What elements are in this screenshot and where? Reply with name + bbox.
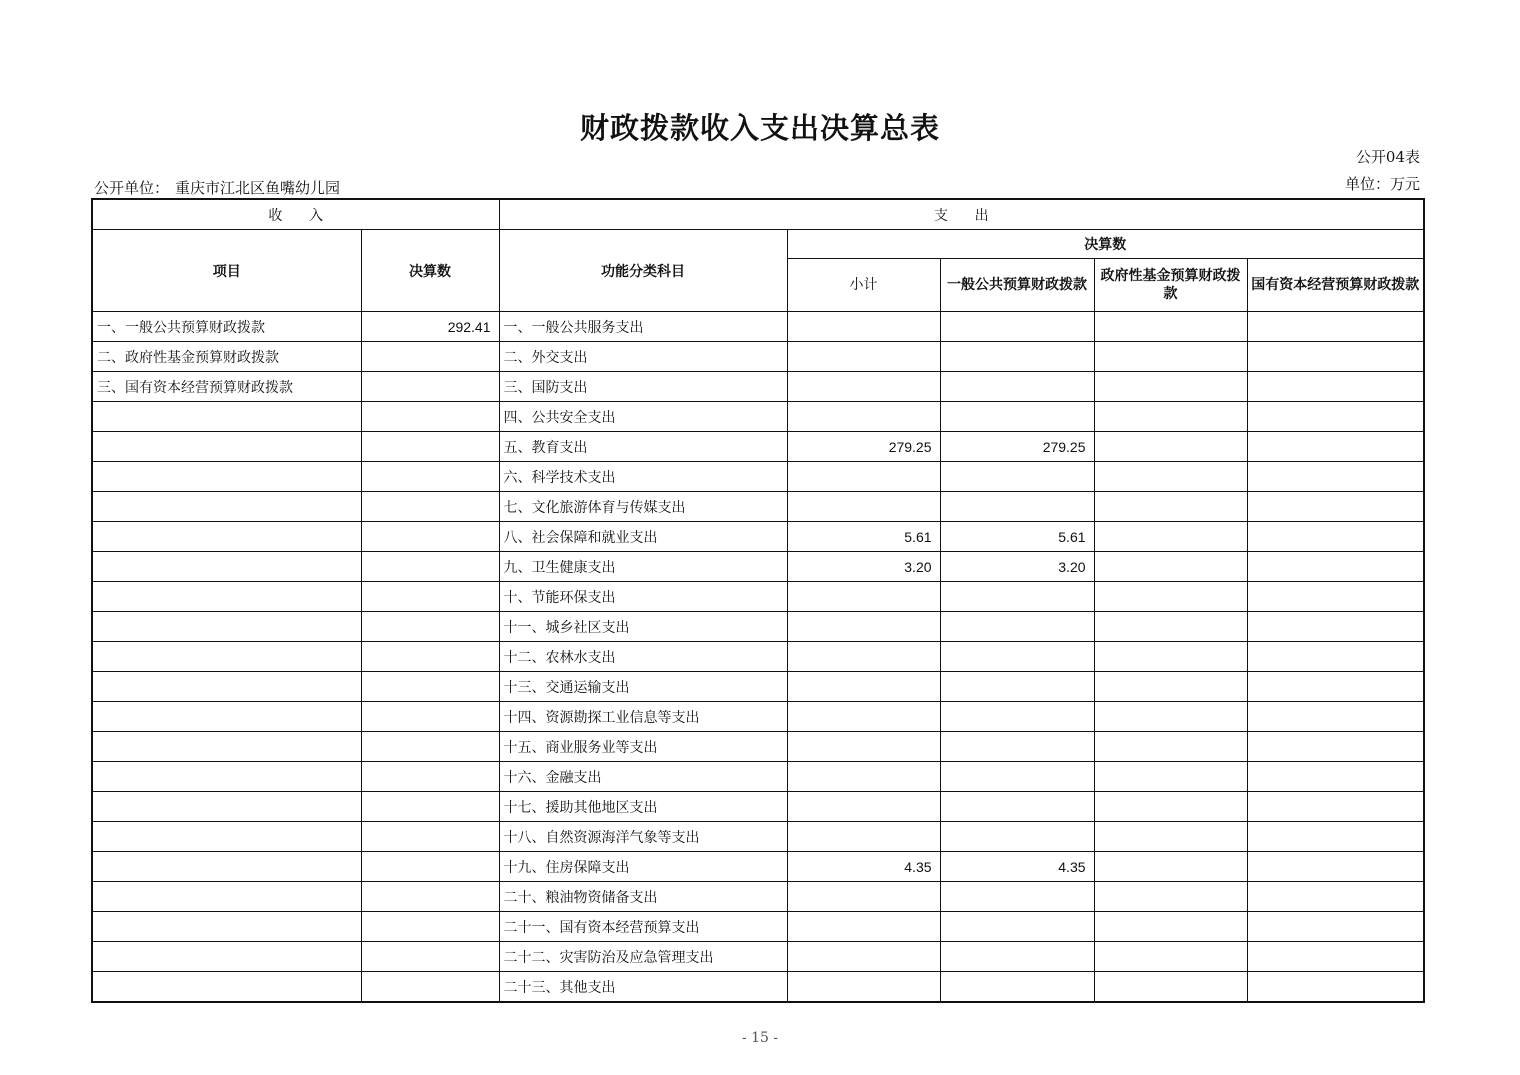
budget-table — [91, 198, 1425, 1003]
gov-fund-cell — [1094, 822, 1247, 852]
income-item-cell — [92, 462, 361, 492]
state-capital-cell — [1247, 912, 1424, 942]
income-item-cell — [92, 702, 361, 732]
general-budget-cell — [940, 942, 1094, 972]
state-capital-cell — [1247, 702, 1424, 732]
header-row-2 — [92, 230, 1424, 259]
income-item-cell — [92, 942, 361, 972]
general-budget-cell — [940, 732, 1094, 762]
gov-fund-cell — [1094, 372, 1247, 402]
expense-item-cell: 十七、援助其他地区支出 — [499, 792, 787, 822]
general-budget-cell — [940, 342, 1094, 372]
state-capital-cell — [1247, 942, 1424, 972]
expense-item-cell: 二十三、其他支出 — [499, 972, 787, 1003]
income-item-cell — [92, 972, 361, 1003]
income-amount-cell — [361, 342, 499, 372]
general-budget-cell — [940, 402, 1094, 432]
subtotal-cell — [787, 402, 940, 432]
subtotal-cell — [787, 762, 940, 792]
expense-header: 支 出 — [499, 199, 1424, 230]
subtotal-cell — [787, 582, 940, 612]
gov-fund-header: 政府性基金预算财政拨款 — [1094, 259, 1247, 312]
income-amount-cell — [361, 612, 499, 642]
income-item-cell: 二、政府性基金预算财政拨款 — [92, 342, 361, 372]
table-row — [92, 402, 1424, 432]
gov-fund-cell — [1094, 942, 1247, 972]
expense-item-cell: 十九、住房保障支出 — [499, 852, 787, 882]
income-item-cell — [92, 822, 361, 852]
organization-name: 重庆市江北区鱼嘴幼儿园 — [175, 179, 341, 197]
expense-item-cell: 十二、农林水支出 — [499, 642, 787, 672]
table-row — [92, 762, 1424, 792]
expense-item-cell: 十六、金融支出 — [499, 762, 787, 792]
table-row — [92, 882, 1424, 912]
expense-item-cell: 二十、粮油物资储备支出 — [499, 882, 787, 912]
gov-fund-cell — [1094, 552, 1247, 582]
subtotal-cell — [787, 672, 940, 702]
income-item-cell — [92, 432, 361, 462]
expense-item-cell: 十一、城乡社区支出 — [499, 612, 787, 642]
gov-fund-cell — [1094, 612, 1247, 642]
general-budget-header: 一般公共预算财政拨款 — [940, 259, 1094, 312]
state-capital-cell — [1247, 972, 1424, 1003]
state-capital-cell — [1247, 522, 1424, 552]
subtotal-cell — [787, 822, 940, 852]
income-item-cell — [92, 552, 361, 582]
state-capital-cell — [1247, 402, 1424, 432]
subtotal-cell — [787, 612, 940, 642]
income-item-cell — [92, 762, 361, 792]
gov-fund-cell — [1094, 702, 1247, 732]
general-budget-cell — [940, 672, 1094, 702]
general-budget-cell — [940, 702, 1094, 732]
gov-fund-cell — [1094, 402, 1247, 432]
gov-fund-cell — [1094, 342, 1247, 372]
general-budget-cell: 279.25 — [940, 432, 1094, 462]
organization-line — [94, 177, 340, 198]
income-amount-cell — [361, 492, 499, 522]
expense-item-cell: 十、节能环保支出 — [499, 582, 787, 612]
table-row — [92, 432, 1424, 462]
subtotal-cell — [787, 882, 940, 912]
gov-fund-cell — [1094, 762, 1247, 792]
income-amount-cell — [361, 672, 499, 702]
form-number: 公开04表 — [1355, 148, 1420, 166]
state-capital-cell — [1247, 852, 1424, 882]
gov-fund-cell — [1094, 642, 1247, 672]
state-capital-cell — [1247, 732, 1424, 762]
gov-fund-cell — [1094, 912, 1247, 942]
general-budget-cell — [940, 792, 1094, 822]
table-row — [92, 792, 1424, 822]
expense-item-cell: 四、公共安全支出 — [499, 402, 787, 432]
subtotal-cell — [787, 342, 940, 372]
expense-item-cell: 十四、资源勘探工业信息等支出 — [499, 702, 787, 732]
gov-fund-cell — [1094, 522, 1247, 552]
expense-item-cell: 一、一般公共服务支出 — [499, 312, 787, 342]
expense-item-cell: 二十二、灾害防治及应急管理支出 — [499, 942, 787, 972]
general-budget-cell — [940, 912, 1094, 942]
gov-fund-cell — [1094, 792, 1247, 822]
income-amount-cell — [361, 882, 499, 912]
subtotal-cell — [787, 912, 940, 942]
income-item-cell — [92, 852, 361, 882]
gov-fund-cell — [1094, 432, 1247, 462]
income-item-cell — [92, 792, 361, 822]
income-item-cell — [92, 492, 361, 522]
expense-item-cell: 九、卫生健康支出 — [499, 552, 787, 582]
subtotal-cell — [787, 792, 940, 822]
expense-item-cell: 五、教育支出 — [499, 432, 787, 462]
subtotal-cell — [787, 732, 940, 762]
state-capital-cell — [1247, 792, 1424, 822]
organization-label: 公开单位： — [94, 179, 170, 197]
income-item-cell: 一、一般公共预算财政拨款 — [92, 312, 361, 342]
income-amount-cell — [361, 972, 499, 1003]
table-row — [92, 492, 1424, 522]
general-budget-cell — [940, 822, 1094, 852]
expense-item-cell: 八、社会保障和就业支出 — [499, 522, 787, 552]
gov-fund-cell — [1094, 852, 1247, 882]
state-capital-cell — [1247, 432, 1424, 462]
income-amount-cell — [361, 432, 499, 462]
general-budget-cell — [940, 312, 1094, 342]
income-amount-cell — [361, 372, 499, 402]
subtotal-cell — [787, 492, 940, 522]
general-budget-cell: 3.20 — [940, 552, 1094, 582]
gov-fund-cell — [1094, 462, 1247, 492]
expense-item-cell: 十五、商业服务业等支出 — [499, 732, 787, 762]
subtotal-cell: 3.20 — [787, 552, 940, 582]
subtotal-cell — [787, 942, 940, 972]
income-item-cell — [92, 582, 361, 612]
general-budget-cell — [940, 492, 1094, 522]
table-row — [92, 912, 1424, 942]
table-row — [92, 372, 1424, 402]
state-capital-cell — [1247, 372, 1424, 402]
income-amount-cell — [361, 642, 499, 672]
income-item-cell — [92, 882, 361, 912]
table-row — [92, 972, 1424, 1003]
general-budget-cell — [940, 372, 1094, 402]
state-capital-cell — [1247, 312, 1424, 342]
income-amount-cell: 292.41 — [361, 312, 499, 342]
income-amount-cell — [361, 732, 499, 762]
state-capital-cell — [1247, 882, 1424, 912]
general-budget-cell — [940, 972, 1094, 1003]
subtotal-cell — [787, 702, 940, 732]
expense-item-cell: 二十一、国有资本经营预算支出 — [499, 912, 787, 942]
state-capital-cell — [1247, 642, 1424, 672]
gov-fund-cell — [1094, 972, 1247, 1003]
subtotal-cell — [787, 372, 940, 402]
income-amount-cell — [361, 552, 499, 582]
subtotal-header: 小计 — [787, 259, 940, 312]
general-budget-cell — [940, 462, 1094, 492]
subtotal-cell: 5.61 — [787, 522, 940, 552]
income-amount-cell — [361, 822, 499, 852]
subtotal-cell — [787, 642, 940, 672]
table-row — [92, 942, 1424, 972]
header-row-1 — [92, 199, 1424, 230]
function-category-header: 功能分类科目 — [499, 230, 787, 312]
table-row — [92, 342, 1424, 372]
table-row — [92, 552, 1424, 582]
gov-fund-cell — [1094, 672, 1247, 702]
table-row — [92, 462, 1424, 492]
state-capital-cell — [1247, 672, 1424, 702]
income-item-cell — [92, 732, 361, 762]
state-capital-header: 国有资本经营预算财政拨款 — [1247, 259, 1424, 312]
income-amount-cell — [361, 852, 499, 882]
gov-fund-cell — [1094, 732, 1247, 762]
income-amount-cell — [361, 402, 499, 432]
state-capital-cell — [1247, 612, 1424, 642]
table-row — [92, 612, 1424, 642]
income-item-cell: 三、国有资本经营预算财政拨款 — [92, 372, 361, 402]
expense-item-cell: 七、文化旅游体育与传媒支出 — [499, 492, 787, 522]
state-capital-cell — [1247, 762, 1424, 792]
gov-fund-cell — [1094, 492, 1247, 522]
general-budget-cell: 5.61 — [940, 522, 1094, 552]
table-row — [92, 822, 1424, 852]
general-budget-cell — [940, 612, 1094, 642]
item-column-header: 项目 — [92, 230, 361, 312]
general-budget-cell — [940, 882, 1094, 912]
income-item-cell — [92, 522, 361, 552]
income-amount-cell — [361, 792, 499, 822]
state-capital-cell — [1247, 462, 1424, 492]
expense-item-cell: 二、外交支出 — [499, 342, 787, 372]
subtotal-cell — [787, 972, 940, 1003]
currency-unit: 单位：万元 — [1344, 175, 1420, 193]
income-amount-cell — [361, 912, 499, 942]
income-item-cell — [92, 402, 361, 432]
expense-item-cell: 三、国防支出 — [499, 372, 787, 402]
income-amount-cell — [361, 942, 499, 972]
income-header: 收 入 — [92, 199, 499, 230]
expense-item-cell: 六、科学技术支出 — [499, 462, 787, 492]
income-item-cell — [92, 612, 361, 642]
income-amount-cell — [361, 582, 499, 612]
gov-fund-cell — [1094, 882, 1247, 912]
income-amount-cell — [361, 522, 499, 552]
amount-column-header: 决算数 — [361, 230, 499, 312]
income-amount-cell — [361, 702, 499, 732]
general-budget-cell: 4.35 — [940, 852, 1094, 882]
general-budget-cell — [940, 582, 1094, 612]
table-row — [92, 312, 1424, 342]
subtotal-cell: 4.35 — [787, 852, 940, 882]
income-amount-cell — [361, 762, 499, 792]
subtotal-cell — [787, 312, 940, 342]
table-row — [92, 732, 1424, 762]
final-amount-header: 决算数 — [787, 230, 1424, 259]
income-amount-cell — [361, 462, 499, 492]
expense-item-cell: 十八、自然资源海洋气象等支出 — [499, 822, 787, 852]
table-row — [92, 522, 1424, 552]
page-number: - 15 - — [741, 1030, 779, 1046]
state-capital-cell — [1247, 822, 1424, 852]
expense-item-cell: 十三、交通运输支出 — [499, 672, 787, 702]
income-item-cell — [92, 672, 361, 702]
state-capital-cell — [1247, 552, 1424, 582]
gov-fund-cell — [1094, 312, 1247, 342]
income-item-cell — [92, 912, 361, 942]
state-capital-cell — [1247, 342, 1424, 372]
page-title: 财政拨款收入支出决算总表 — [579, 111, 940, 145]
state-capital-cell — [1247, 492, 1424, 522]
table-row — [92, 852, 1424, 882]
general-budget-cell — [940, 762, 1094, 792]
state-capital-cell — [1247, 582, 1424, 612]
subtotal-cell — [787, 462, 940, 492]
gov-fund-cell — [1094, 582, 1247, 612]
table-row — [92, 672, 1424, 702]
table-row — [92, 702, 1424, 732]
general-budget-cell — [940, 642, 1094, 672]
subtotal-cell: 279.25 — [787, 432, 940, 462]
table-row — [92, 642, 1424, 672]
income-item-cell — [92, 642, 361, 672]
table-row — [92, 582, 1424, 612]
